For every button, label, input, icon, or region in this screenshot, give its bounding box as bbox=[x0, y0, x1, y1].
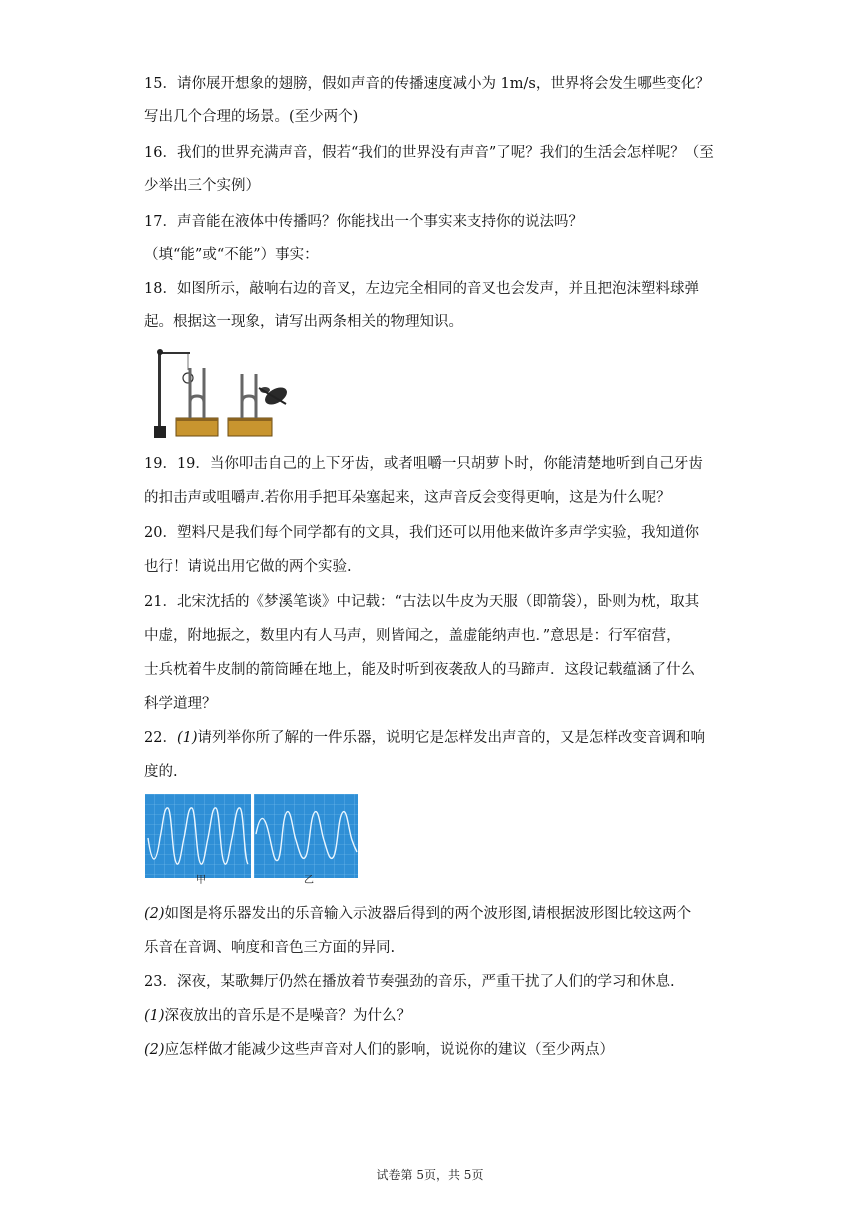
q19-line-1: 19．19．当你叩击自己的上下牙齿，或者咀嚼一只胡萝卜时，你能清楚地听到自己牙齿 bbox=[144, 456, 703, 472]
waveform-caption-jia: 甲 bbox=[196, 875, 206, 886]
q23-part1-text: 深夜放出的音乐是不是噪音？为什么？ bbox=[164, 1008, 412, 1024]
q23-line-2 bbox=[144, 1006, 724, 1026]
q22-line-3 bbox=[144, 904, 724, 924]
q22-part2-text: 如图是将乐器发出的乐音输入示波器后得到的两个波形图,请根据波形图比较这两个 bbox=[164, 906, 692, 922]
q21-line-3: 士兵枕着牛皮制的箭筒睡在地上，能及时听到夜袭敌人的马蹄声．这段记载蕴涵了什么 bbox=[144, 662, 695, 678]
q22-part1-text: 请列举你所了解的一件乐器，说明它是怎样发出声音的，又是怎样改变音调和响 bbox=[197, 730, 705, 746]
q17-line-2: （填“能”或“不能”）事实： bbox=[144, 247, 319, 263]
q15-line-1: 15．请你展开想象的翅膀，假如声音的传播速度减小为 1m/s，世界将会发生哪些变化？ bbox=[144, 76, 710, 92]
q21-line-1: 21．北宋沈括的《梦溪笔谈》中记载：“古法以牛皮为天服（即箭袋），卧则为枕，取其 bbox=[144, 594, 700, 610]
q16-line-1: 16．我们的世界充满声音，假若“我们的世界没有声音”了呢？我们的生活会怎样呢？（至 bbox=[144, 145, 714, 161]
page-footer: 试卷第 5页，共 5页 bbox=[376, 1168, 484, 1182]
q23-part1-marker: (1) bbox=[144, 1008, 165, 1024]
q22-part1-marker: (1) bbox=[176, 730, 198, 746]
q23-part2-text: 应怎样做才能减少这些声音对人们的影响，说说你的建议（至少两点） bbox=[164, 1042, 615, 1058]
q19-line-2: 的扣击声或咀嚼声.若你用手把耳朵塞起来，这声音反会变得更响，这是为什么呢？ bbox=[144, 490, 671, 506]
q22-line-2: 度的. bbox=[144, 764, 178, 780]
q20-line-1: 20．塑料尺是我们每个同学都有的文具，我们还可以用他来做许多声学实验，我知道你 bbox=[144, 525, 699, 541]
q18-line-1: 18．如图所示，敲响右边的音叉，左边完全相同的音叉也会发声，并且把泡沫塑料球弹 bbox=[144, 281, 699, 297]
q23-line-3 bbox=[144, 1040, 724, 1060]
q20-line-2: 也行！请说出用它做的两个实验. bbox=[144, 559, 352, 575]
tuning-fork-resonance-figure bbox=[150, 340, 300, 440]
q22-number: 22． bbox=[144, 730, 177, 746]
waveform-caption-yi: 乙 bbox=[304, 875, 314, 886]
q16-line-2: 少举出三个实例） bbox=[144, 178, 260, 194]
q15-line-2: 写出几个合理的场景。(至少两个) bbox=[144, 109, 359, 125]
q22-line-4: 乐音在音调、响度和音色三方面的异同. bbox=[144, 940, 396, 956]
q18-line-2: 起。根据这一现象，请写出两条相关的物理知识。 bbox=[144, 314, 463, 330]
q22-line-1 bbox=[144, 728, 724, 748]
oscilloscope-waveforms-figure bbox=[144, 794, 358, 884]
q21-line-2: 中虚，附地振之，数里内有人马声，则皆闻之，盖虚能纳声也．”意思是：行军宿营， bbox=[144, 628, 681, 644]
q23-part2-marker: (2) bbox=[144, 1042, 165, 1058]
q23-line-1: 23．深夜，某歌舞厅仍然在播放着节奏强劲的音乐，严重干扰了人们的学习和休息. bbox=[144, 974, 675, 990]
q22-part2-marker: (2) bbox=[144, 906, 165, 922]
q17-line-1: 17．声音能在液体中传播吗？你能找出一个事实来支持你的说法吗？ bbox=[144, 214, 583, 230]
q21-line-4: 科学道理？ bbox=[144, 696, 217, 712]
